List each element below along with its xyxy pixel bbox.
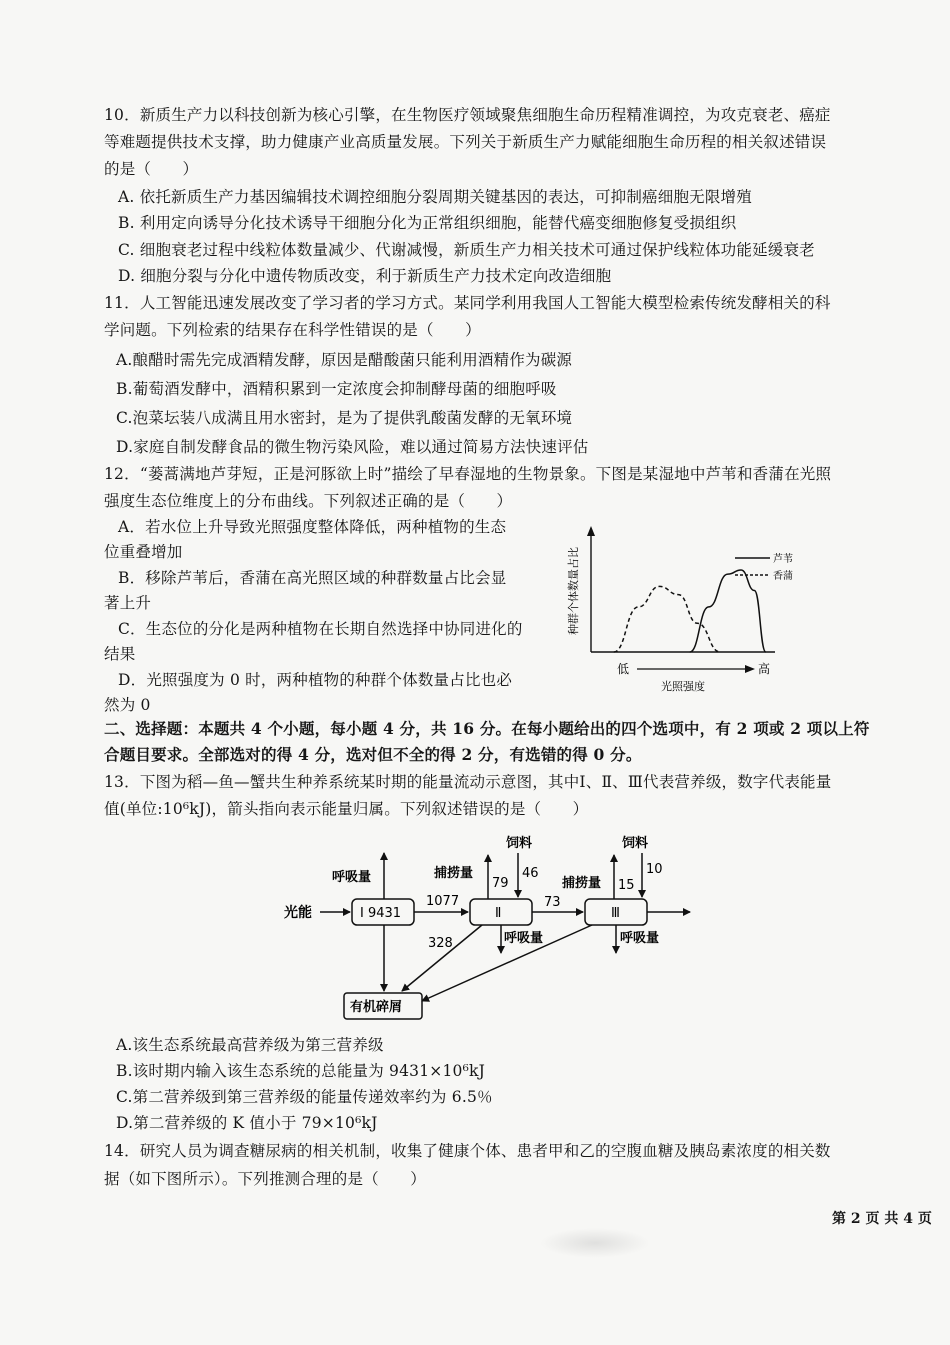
label-feed-1: 饲料 xyxy=(506,836,533,851)
q12-option-b-line2: 著上升 xyxy=(104,594,152,612)
q10-option-a: A. 依托新质生产力基因编辑技术调控细胞分裂周期关键基因的表达，可抑制癌细胞无限增殖 xyxy=(118,188,752,206)
q13-option-c: C.第二营养级到第三营养级的能量传递效率约为 6.5％ xyxy=(116,1088,493,1106)
label-respiration-3: 呼吸量 xyxy=(620,931,660,946)
label-catch-1: 捕捞量 xyxy=(434,866,474,881)
box2-label: Ⅱ xyxy=(495,906,502,921)
q10-stem-line2: 等难题提供技术支撑，助力健康产业高质量发展。下列关于新质生产力赋能细胞生命历程的相关叙述错误 xyxy=(104,133,827,151)
q13-option-b: B.该时期内输入该生态系统的总能量为 9431×10⁶kJ xyxy=(116,1062,486,1080)
q11-option-d: D.家庭自制发酵食品的微生物污染风险，难以通过简易方法快速评估 xyxy=(116,438,589,456)
label-respiration-1: 呼吸量 xyxy=(332,870,372,885)
q13-stem-line2: 值(单位:10⁶kJ)，箭头指向表示能量归属。下列叙述错误的是（ ） xyxy=(104,800,589,818)
series-line-cattail xyxy=(614,586,720,652)
q11-stem-line2: 学问题。下列检索的结果存在科学性错误的是（ ） xyxy=(104,321,481,339)
section2-line1: 二、选择题：本题共 4 个小题，每小题 4 分，共 16 分。在每小题给出的四个选项中，有 2 项或 2 项以上符 xyxy=(104,719,870,738)
chart-y-axis-arrow xyxy=(587,526,595,536)
value-10: 10 xyxy=(646,862,663,877)
q11-option-b: B.葡萄酒发酵中，酒精积累到一定浓度会抑制酵母菌的细胞呼吸 xyxy=(116,380,557,398)
q14-stem-line2: 据（如下图所示）。下列推测合理的是（ ） xyxy=(104,1170,426,1188)
chart-x-low-label: 低 xyxy=(617,662,630,676)
q13-stem-line1: 13．下图为稻—鱼—蟹共生种养系统某时期的能量流动示意图，其中Ⅰ、Ⅱ、Ⅲ代表营养级，数字代表能量 xyxy=(104,773,832,791)
value-328: 328 xyxy=(428,936,453,951)
label-light-energy: 光能 xyxy=(284,905,312,921)
page-footer: 第 2 页 共 4 页 xyxy=(832,1211,932,1227)
q10-stem-line3: 的是（ ） xyxy=(104,160,199,178)
label-feed-2: 饲料 xyxy=(622,836,649,851)
q10-option-c: C. 细胞衰老过程中线粒体数量减少、代谢减慢，新质生产力相关技术可通过保护线粒体功能延缓衰老 xyxy=(118,241,815,259)
legend-label-reed: 芦苇 xyxy=(773,554,793,565)
q10-stem-line1: 10．新质生产力以科技创新为核心引擎，在生物医疗领域聚焦细胞生命历程精准调控，为攻克衰老、癌症 xyxy=(104,106,831,124)
box3-label: Ⅲ xyxy=(611,906,620,921)
q12-option-a-line1: A．若水位上升导致光照强度整体降低，两种植物的生态 xyxy=(118,518,507,536)
q10-option-d: D. 细胞分裂与分化中遗传物质改变，利于新质生产力技术定向改造细胞 xyxy=(118,267,612,285)
q13-option-a: A.该生态系统最高营养级为第三营养级 xyxy=(116,1036,384,1054)
detritus-label: 有机碎屑 xyxy=(350,1000,403,1015)
q14-stem-line1: 14．研究人员为调查糖尿病的相关机制，收集了健康个体、患者甲和乙的空腹血糖及胰岛素浓度的相关数 xyxy=(104,1142,831,1160)
q12-option-d-line2: 然为 0 xyxy=(104,696,151,714)
arrow-box2-to-detritus xyxy=(402,925,482,991)
value-73: 73 xyxy=(544,895,561,910)
legend-label-cattail: 香蒲 xyxy=(773,571,793,582)
value-46: 46 xyxy=(522,866,539,881)
niche-distribution-chart xyxy=(555,520,795,695)
energy-flow-diagram xyxy=(280,825,710,1030)
q12-option-c-line1: C．生态位的分化是两种植物在长期自然选择中协同进化的 xyxy=(118,620,523,638)
q12-stem-line2: 强度生态位维度上的分布曲线。下列叙述正确的是（ ） xyxy=(104,492,513,510)
chart-ylabel: 种群个体数量占比 xyxy=(567,547,580,635)
q11-option-c: C.泡菜坛装八成满且用水密封，是为了提供乳酸菌发酵的无氧环境 xyxy=(116,409,573,427)
chart-x-arrow-head xyxy=(745,665,755,673)
q12-option-d-line1: D．光照强度为 0 时，两种植物的种群个体数量占比也必 xyxy=(118,671,513,689)
q11-stem-line1: 11．人工智能迅速发展改变了学习者的学习方式。某同学利用我国人工智能大模型检索传统发酵相关的科 xyxy=(104,294,831,312)
q12-option-a-line2: 位重叠增加 xyxy=(104,543,183,561)
series-line-reed xyxy=(690,570,766,652)
scan-smudge xyxy=(540,1228,650,1258)
section2-line2: 合题目要求。全部选对的得 4 分，选对但不全的得 2 分，有选错的得 0 分。 xyxy=(104,745,642,764)
label-catch-2: 捕捞量 xyxy=(562,876,602,891)
box1-label: Ⅰ 9431 xyxy=(360,906,402,921)
value-1077: 1077 xyxy=(426,894,460,909)
q10-option-b: B. 利用定向诱导分化技术诱导干细胞分化为正常组织细胞，能替代癌变细胞修复受损组织 xyxy=(118,214,737,232)
chart-xlabel: 光照强度 xyxy=(661,680,705,693)
q12-option-b-line1: B．移除芦苇后，香蒲在高光照区域的种群数量占比会显 xyxy=(118,569,507,587)
q11-option-a: A.酿醋时需先完成酒精发酵，原因是醋酸菌只能利用酒精作为碳源 xyxy=(116,351,573,369)
q13-option-d: D.第二营养级的 K 值小于 79×10⁶kJ xyxy=(116,1114,378,1132)
label-respiration-2: 呼吸量 xyxy=(504,931,544,946)
q12-option-c-line2: 结果 xyxy=(104,645,136,663)
q12-stem-line1: 12．“蒌蒿满地芦芽短，正是河豚欲上时”描绘了早春湿地的生物景象。下图是某湿地中芦苇和香蒲在光照 xyxy=(104,465,832,483)
value-79: 79 xyxy=(492,876,509,891)
value-15: 15 xyxy=(618,878,635,893)
chart-x-high-label: 高 xyxy=(758,662,771,676)
